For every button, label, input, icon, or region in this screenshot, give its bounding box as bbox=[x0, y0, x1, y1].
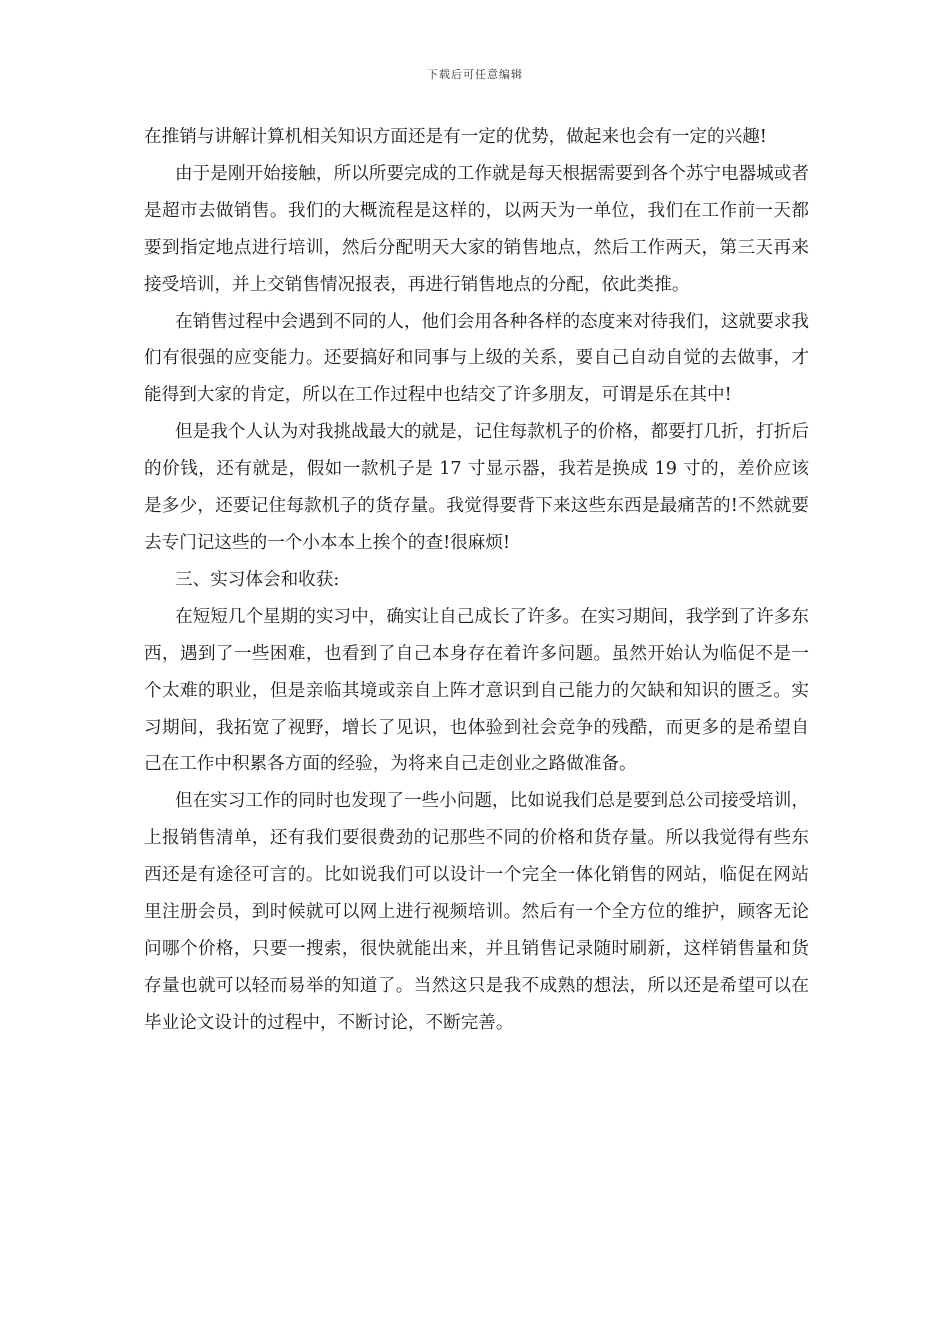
section-heading-reflections: 三、实习体会和收获: bbox=[175, 569, 340, 590]
paragraph-work-process: 由于是刚开始接触，所以所要完成的工作就是每天根据需要到各个苏宁电器城或者是超市去做销售。我们的大概流程是这样的，以两天为一单位，我们在工作前一天都要到指定地点进行培训，然后分配明天大家的销售地点，然后工作两天，第三天再来接受培训，并上交销售情况报表，再进行销售地点的分配，依此类推。 bbox=[144, 163, 809, 295]
page-header-note: 下载后可任意编辑 bbox=[427, 68, 523, 81]
paragraph-suggestions: 但在实习工作的同时也发现了一些小问题，比如说我们总是要到总公司接受培训，上报销售清单，还有我们要很费劲的记那些不同的价格和货存量。所以我觉得有些东西还是有途径可言的。比如说我们可以设计一个完全一体化销售的网站，临促在网站里注册会员，到时候就可以网上进行视频培训。然后有一个全方位的维护，顾客无论问哪个价格，只要一搜索，很快就能出来，并且销售记录随时刷新，这样销售量和货存量也就可以轻而易举的知道了。当然这只是我不成熟的想法，所以还是希望可以在毕业论文设计的过程中，不断讨论，不断完善。 bbox=[144, 791, 809, 1033]
paragraph-challenges: 但是我个人认为对我挑战最大的就是，记住每款机子的价格，都要打几折，打折后的价钱，还有就是，假如一款机子是 17 寸显示器，我若是换成 19 寸的，差价应该是多少，还要记住每款机子的货存量。我觉得要背下来这些东西是最痛苦的!不然就要去专门记这些的一个小本本上挨个的查!很麻烦! bbox=[144, 422, 809, 553]
paragraph-continuation: 在推销与讲解计算机相关知识方面还是有一定的优势，做起来也会有一定的兴趣! bbox=[144, 127, 767, 147]
paragraph-sales-experience: 在销售过程中会遇到不同的人，他们会用各种各样的态度来对待我们，这就要求我们有很强的应变能力。还要搞好和同事与上级的关系，要自己自动自觉的去做事，才能得到大家的肯定，所以在工作过程中也结交了许多朋友，可谓是乐在其中! bbox=[144, 311, 809, 406]
paragraph-growth: 在短短几个星期的实习中，确实让自己成长了许多。在实习期间，我学到了许多东西，遇到了一些困难，也看到了自己本身存在着许多问题。虽然开始认为临促不是一个太难的职业，但是亲临其境或亲自上阵才意识到自己能力的欠缺和知识的匮乏。实习期间，我拓宽了视野，增长了见识，也体验到社会竞争的残酷，而更多的是希望自己在工作中积累各方面的经验，为将来自己走创业之路做准备。 bbox=[144, 606, 809, 775]
document-body bbox=[144, 119, 809, 1042]
